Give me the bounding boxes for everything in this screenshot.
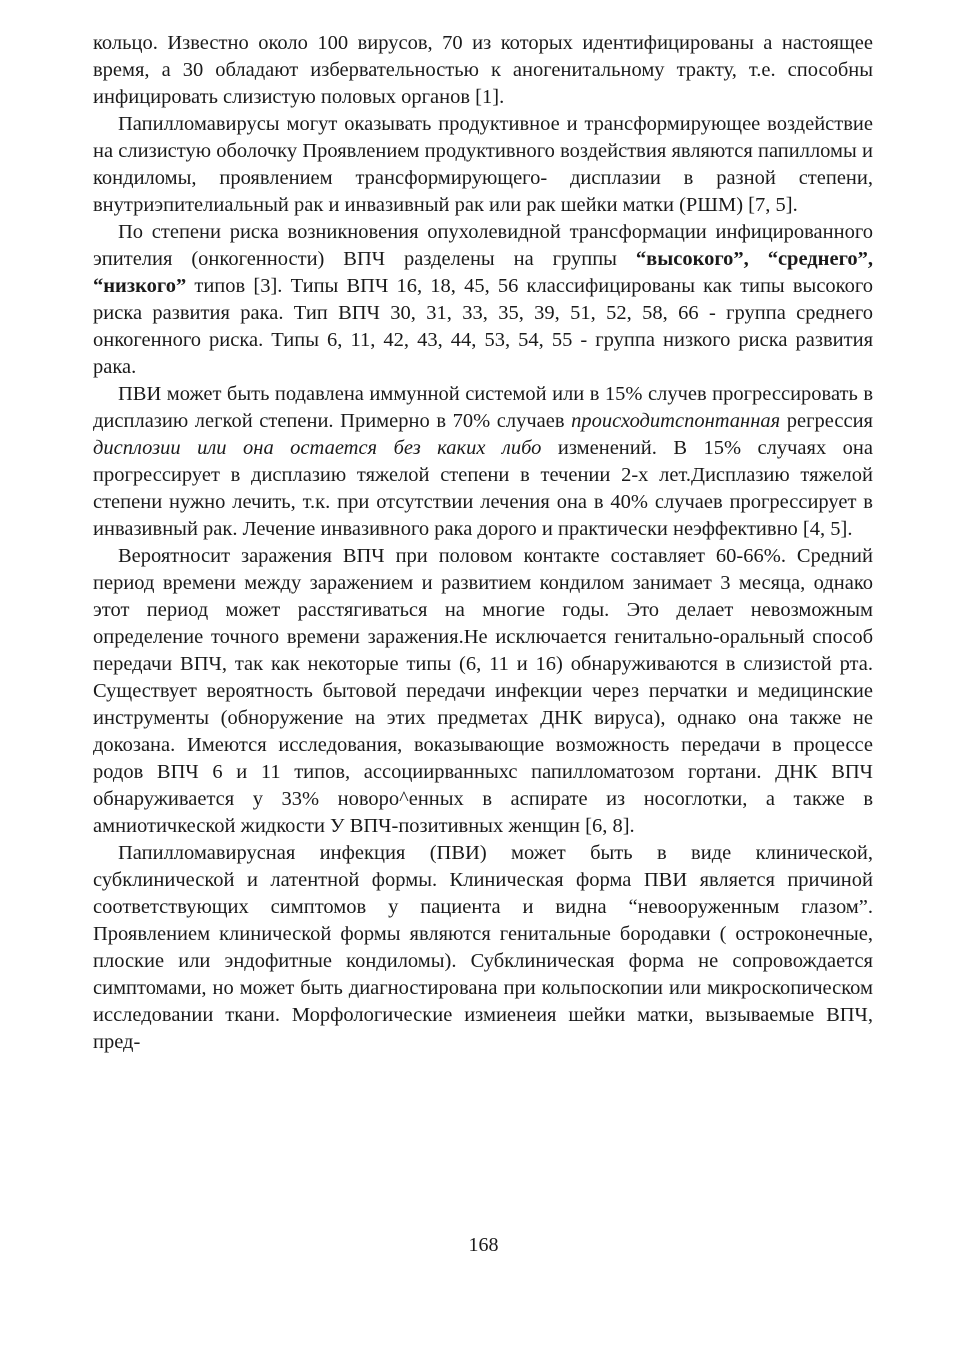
paragraph-4-text-a: ПВИ может быть подавлена иммунной системой или в 15% случев прогрессировать в дисплазию легкой степени. Примерно в 70% случаев: [93, 383, 873, 432]
page-body: [93, 30, 873, 1056]
paragraph-5-text: Вероятносит заражения ВПЧ при половом контакте составляет 60-66%. Средний период времени между заражением и развитием кондилом занимает 3 месяца, однако этот период может расстягиваться на многие годы. Это делает невозможным определение точного времени заражения.Не исключается генитально-оральный способ передачи ВПЧ, так как некоторые типы (6, 11 и 16) обнаруживаются в слизистой рта. Существует вероятность бытовой передачи инфекции через перчатки и медицинские инструменты (обноружение на этих предметах ДНК вируса), однако она также не докозана. Имеются исследования, воказывающие возможность передачи в процессе родов ВПЧ 6 и 11 типов, ассоциирванныхс папилломатозом гортани. ДНК ВПЧ обнаруживается у 33% новоро^енных в аспирате из носоглотки, а также в амниотичкеской жидкости У ВПЧ-позитивных женщин [6, 8].: [93, 545, 873, 837]
page-number: 168: [468, 1234, 499, 1256]
paragraph-4: [93, 381, 873, 543]
paragraph-1: [93, 30, 873, 111]
spontaneous-italic: происходитспонтанная: [571, 410, 781, 432]
paragraph-2-text: Папилломавирусы могут оказывать продуктивное и трансформирующее воздействие на слизистую оболочку Проявлением продуктивного воздействия являются папилломы и кондиломы, проявлением трансформирующего- дисплазии в разной степени, внутриэпителиальный рак и инвазивный рак или рак шейки матки (РШМ) [7, 5].: [93, 113, 873, 216]
paragraph-4-text-c: изменений. В 15% случаях она прогрессирует в дисплазию тяжелой степени в течении 2-х лет.Дисплазию тяжелой степени нужно лечить, т.к. при отсутствии лечения она в 40% случаев прогрессирует в инвазивный рак. Лечение инвазивного рака дорого и практически неэффективно [4, 5].: [93, 437, 873, 540]
paragraph-2: [93, 111, 873, 219]
risk-groups-bold: “высокого”, “среднего”, “низкого”: [93, 248, 873, 297]
paragraph-3: [93, 219, 873, 381]
dysplasia-italic: дисплозии или она остается без каких либо: [93, 437, 542, 459]
paragraph-3-text-a: По степени риска возникновения опухолевидной трансформации инфицированного эпителия (онкогенности) ВПЧ разделены на группы: [93, 221, 873, 270]
paragraph-1-text: кольцо. Известно около 100 вирусов, 70 из которых идентифицированы а настоящее время, а 30 обладают избервательностью к аногенитальному тракту, т.е. способны инфицировать слизистую половых органов [1].: [93, 32, 873, 108]
paragraph-6-text: Папилломавирусная инфекция (ПВИ) может быть в виде клинической, субклинической и латентной формы. Клиническая форма ПВИ является причиной соответствующих симптомов у пациента и видна “невооруженным глазом”. Проявлением клинической формы являются генитальные бородавки ( остроконечные, плоские или эндофитные кондиломы). Субклиническая форма не сопровождается симптомами, но может быть диагностирована при кольпоскопии или микроскопическом исследовании ткани. Морфологические измиенеия шейки матки, вызываемые ВПЧ, пред-: [93, 842, 873, 1053]
paragraph-3-text-b: типов [3]. Типы ВПЧ 16, 18, 45, 56 классифицированы как типы высокого риска развития рака. Тип ВПЧ 30, 31, 33, 35, 39, 51, 52, 58, 66 - группа среднего онкогенного риска. Типы 6, 11, 42, 43, 44, 53, 54, 55 - группа низкого риска развития рака.: [93, 275, 873, 378]
paragraph-5: [93, 543, 873, 840]
paragraph-6: [93, 840, 873, 1056]
paragraph-4-text-b: регрессия: [780, 410, 873, 432]
